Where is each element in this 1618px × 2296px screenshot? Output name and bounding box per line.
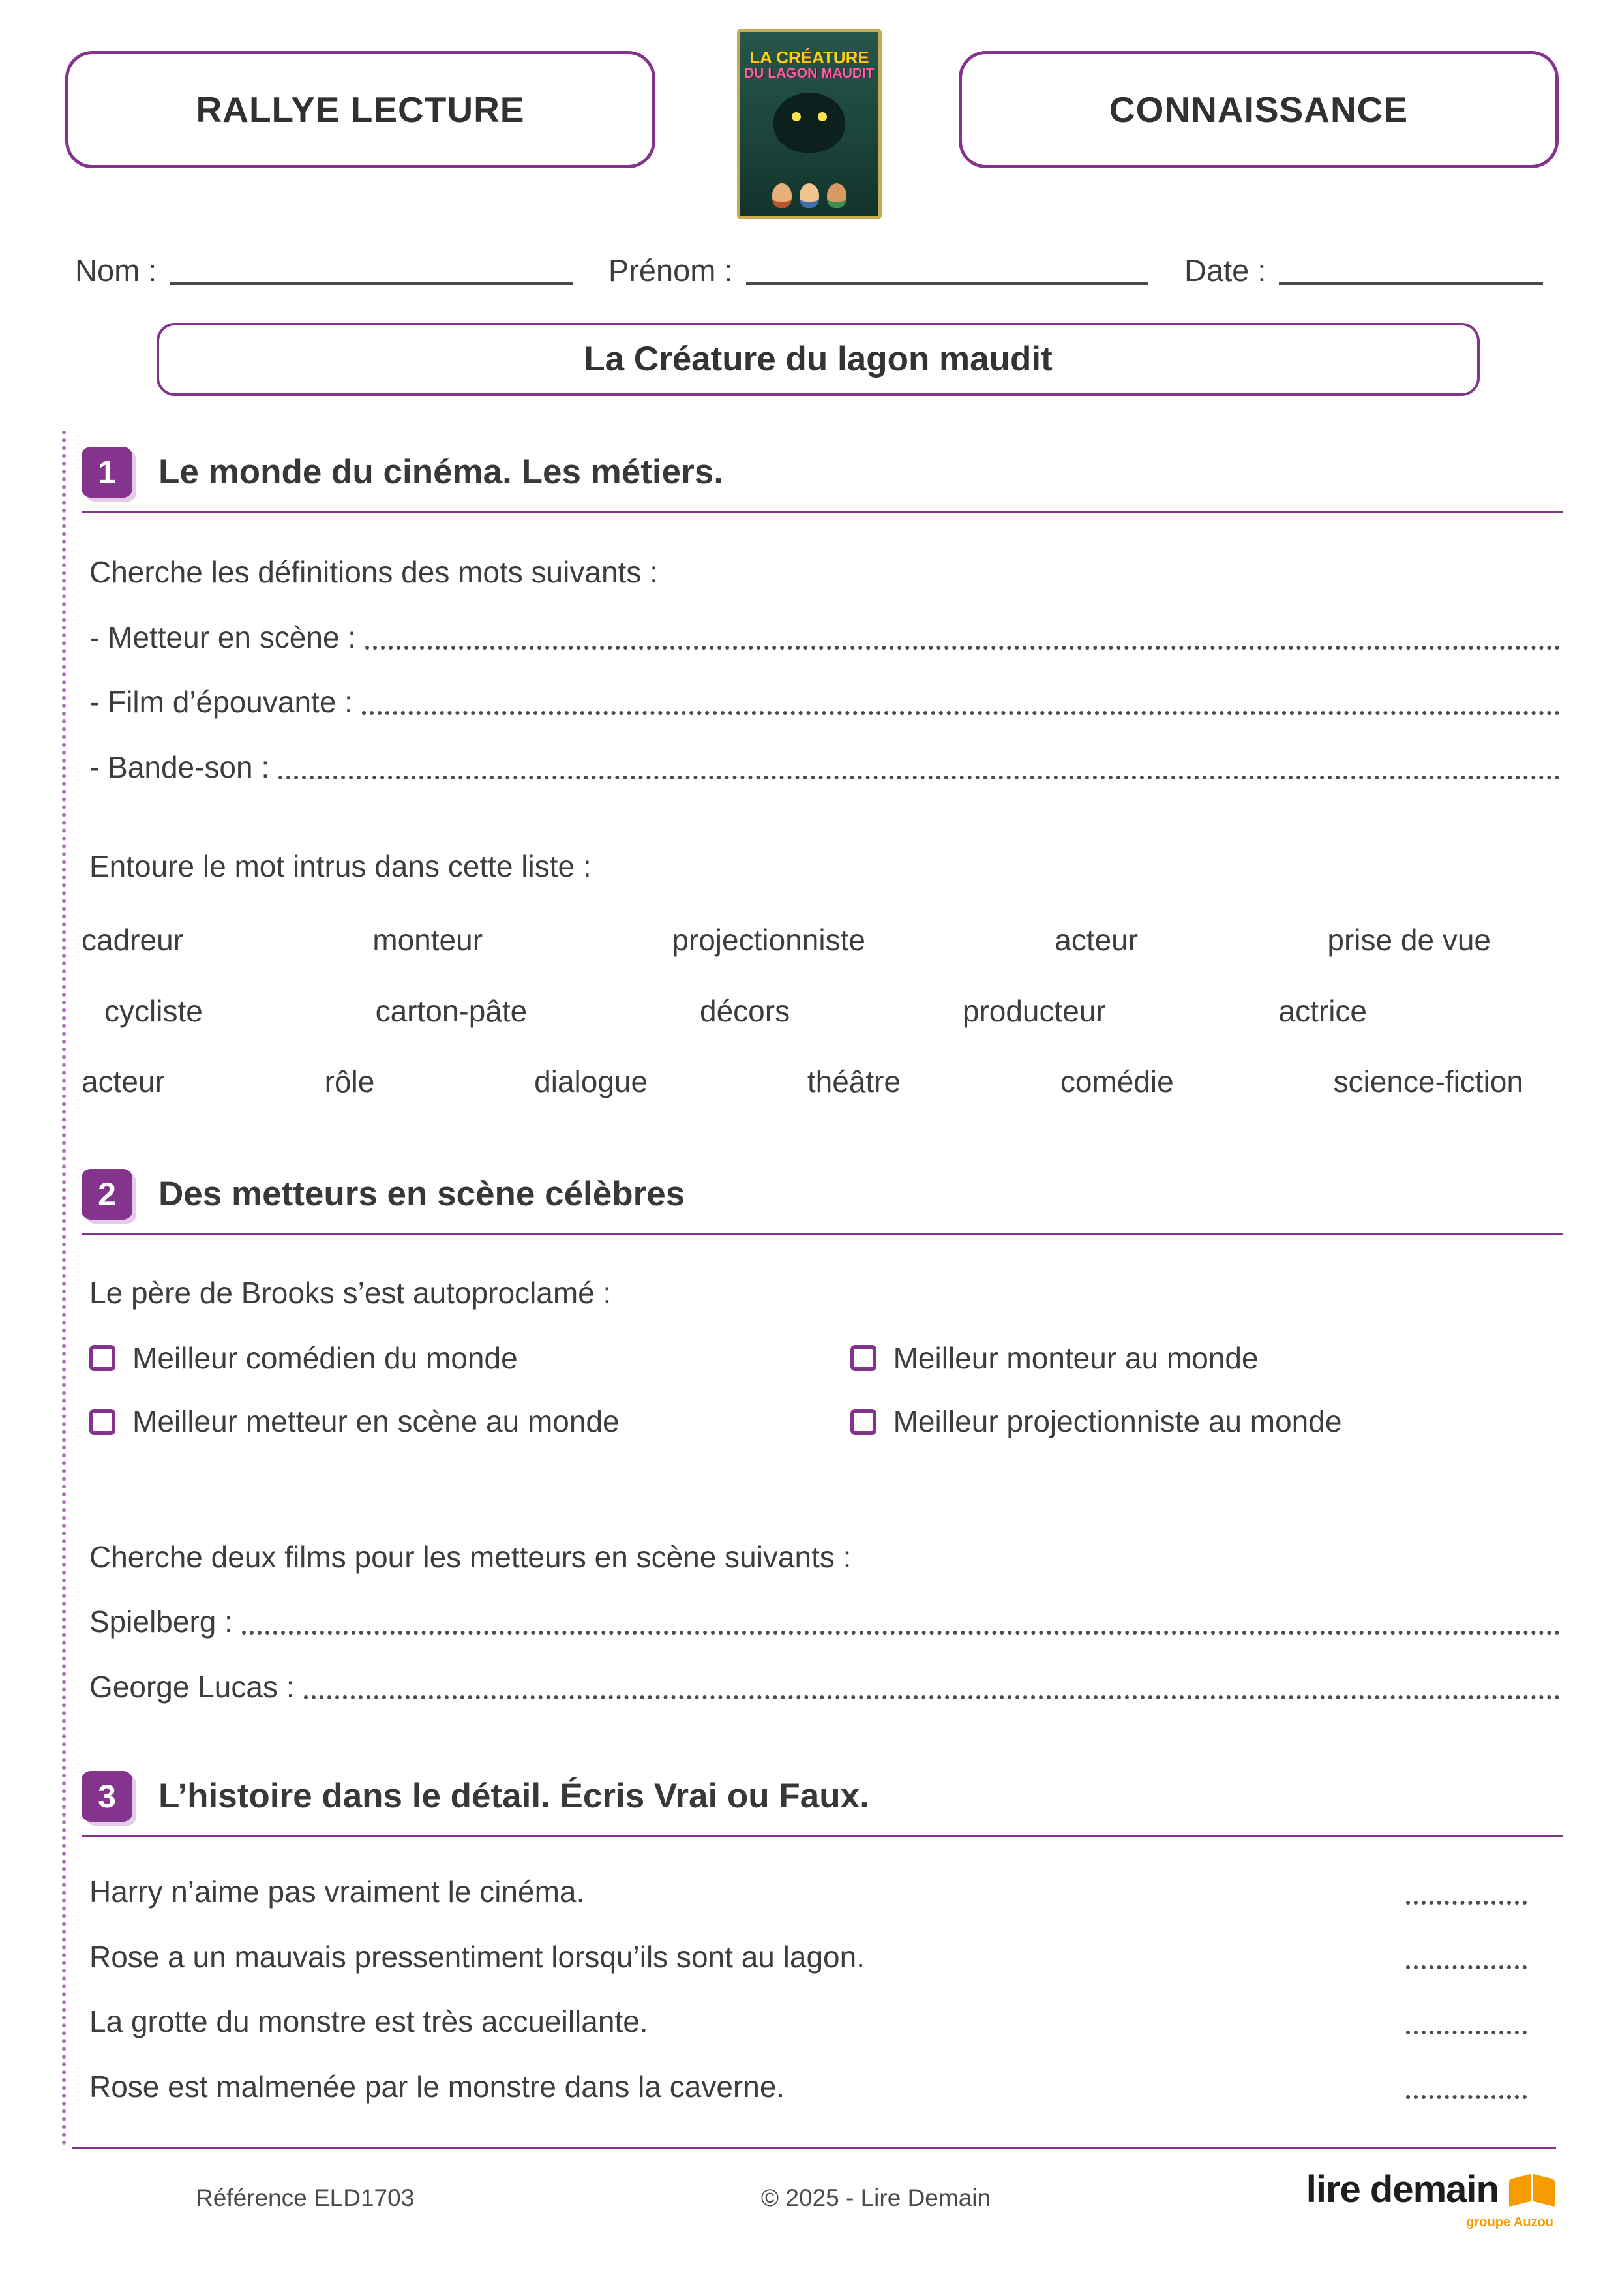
nom-write-line[interactable]: [170, 282, 572, 285]
logo-text: lire demain: [1306, 2168, 1499, 2211]
option-label: Meilleur projectionniste au monde: [893, 1404, 1342, 1438]
vrai-faux-answer-field[interactable]: [1406, 1965, 1527, 1969]
open-book-icon: [1508, 2173, 1556, 2207]
vrai-faux-row: [89, 1939, 1563, 1976]
option-meilleur-monteur[interactable]: [850, 1340, 1536, 1378]
director-answer-field[interactable]: [304, 1695, 1560, 1699]
checkbox-icon[interactable]: [850, 1409, 876, 1435]
statement-text: Rose est malmenée par le monstre dans la caverne.: [89, 2069, 785, 2104]
checkbox-options-grid: [89, 1340, 1536, 1441]
date-write-line[interactable]: [1279, 282, 1543, 285]
director-label: Spielberg :: [89, 1605, 233, 1639]
vrai-faux-answer-field[interactable]: [1406, 2031, 1527, 2034]
section-3-number-badge: 3: [82, 1771, 132, 1822]
word-item[interactable]: acteur: [82, 1064, 165, 1098]
option-label: Meilleur monteur au monde: [893, 1340, 1259, 1375]
word-item[interactable]: monteur: [372, 922, 483, 957]
section-2-number-badge: 2: [82, 1169, 132, 1220]
director-label: George Lucas :: [89, 1669, 295, 1704]
footer: [72, 2147, 1556, 2231]
vrai-faux-answer-field[interactable]: [1406, 1901, 1527, 1905]
word-item[interactable]: acteur: [1055, 922, 1139, 957]
word-item[interactable]: dialogue: [534, 1064, 648, 1098]
word-list-row-3: [82, 1063, 1563, 1101]
nom-label: Nom :: [75, 253, 157, 288]
director-line-spielberg: [89, 1603, 1563, 1641]
book-cover-image: [737, 29, 882, 219]
statement-text: Harry n’aime pas vraiment le cinéma.: [89, 1875, 585, 1909]
copyright-text: © 2025 - Lire Demain: [760, 2184, 991, 2212]
connaissance-label: CONNAISSANCE: [1109, 89, 1409, 130]
checkbox-icon[interactable]: [89, 1409, 115, 1435]
word-item[interactable]: projectionniste: [672, 922, 865, 957]
director-answer-field[interactable]: [242, 1631, 1560, 1635]
date-label: Date :: [1184, 253, 1266, 288]
definition-answer-field[interactable]: [365, 646, 1560, 650]
word-item[interactable]: actrice: [1278, 994, 1367, 1028]
book-title: La Créature du lagon maudit: [584, 339, 1053, 378]
autoproclame-instruction: Le père de Brooks s’est autoproclamé :: [89, 1276, 612, 1310]
word-item[interactable]: producteur: [962, 994, 1106, 1028]
section-2-title: Des metteurs en scène célèbres: [158, 1174, 685, 1213]
definition-line-bande-son: [89, 749, 1563, 787]
definition-label: - Bande-son :: [89, 749, 270, 784]
word-item[interactable]: rôle: [324, 1064, 375, 1098]
director-line-george-lucas: [89, 1669, 1563, 1706]
header-box-connaissance: [959, 51, 1559, 168]
prenom-label: Prénom :: [608, 253, 733, 288]
rallye-lecture-label: RALLYE LECTURE: [196, 89, 525, 130]
definition-answer-field[interactable]: [278, 776, 1560, 779]
cover-characters-art: [772, 183, 846, 208]
checkbox-icon[interactable]: [850, 1345, 876, 1371]
section-3-header: [82, 1771, 1563, 1837]
cover-title-line1: LA CRÉATURE: [749, 48, 869, 67]
section-1-number-badge: 1: [82, 447, 132, 498]
definition-label: - Metteur en scène :: [89, 620, 357, 654]
option-meilleur-projectionniste[interactable]: [850, 1403, 1536, 1441]
word-item[interactable]: décors: [700, 994, 790, 1028]
option-meilleur-metteur-en-scene[interactable]: [89, 1403, 831, 1441]
definition-answer-field[interactable]: [362, 711, 1560, 715]
word-list-row-2: [82, 993, 1563, 1031]
book-title-box: [157, 323, 1480, 396]
films-instruction: Cherche deux films pour les metteurs en scène suivants :: [89, 1539, 852, 1574]
section-3-title: L’histoire dans le détail. Écris Vrai ou Faux.: [158, 1776, 869, 1815]
cover-title-line2: DU LAGON MAUDIT: [744, 66, 875, 82]
definitions-instruction: Cherche les définitions des mots suivants :: [89, 555, 658, 589]
option-meilleur-comedien[interactable]: [89, 1340, 831, 1378]
reference-text: Référence ELD1703: [196, 2184, 415, 2212]
vrai-faux-row: [89, 2003, 1563, 2041]
section-1-title: Le monde du cinéma. Les métiers.: [158, 452, 723, 491]
definition-line-epouvante: [89, 684, 1563, 721]
section-2-header: [82, 1169, 1563, 1235]
vrai-faux-row: [89, 2068, 1563, 2106]
word-item[interactable]: science-fiction: [1333, 1064, 1523, 1098]
logo-subtext: groupe Auzou: [1466, 2215, 1553, 2229]
word-item[interactable]: carton-pâte: [375, 994, 528, 1028]
prenom-write-line[interactable]: [746, 282, 1148, 285]
header-box-rallye-lecture: [65, 51, 655, 168]
definition-label: - Film d’épouvante :: [89, 685, 353, 719]
definition-line-metteur: [89, 619, 1563, 657]
statement-text: Rose a un mauvais pressentiment lorsqu’ils sont au lagon.: [89, 1939, 865, 1974]
option-label: Meilleur metteur en scène au monde: [132, 1404, 620, 1438]
word-item[interactable]: cadreur: [82, 922, 183, 957]
section-1-header: [82, 447, 1563, 513]
word-list-row-1: [82, 922, 1563, 959]
vrai-faux-answer-field[interactable]: [1406, 2095, 1527, 2099]
word-item[interactable]: prise de vue: [1327, 922, 1491, 957]
statement-text: La grotte du monstre est très accueillante.: [89, 2004, 648, 2038]
word-item[interactable]: théâtre: [807, 1064, 901, 1098]
word-item[interactable]: cycliste: [104, 994, 203, 1028]
cover-creature-art: [773, 93, 845, 153]
vrai-faux-row: [89, 1873, 1563, 1911]
lire-demain-logo: [1306, 2166, 1556, 2231]
option-label: Meilleur comédien du monde: [132, 1340, 518, 1375]
word-item[interactable]: comédie: [1060, 1064, 1174, 1098]
checkbox-icon[interactable]: [89, 1345, 115, 1371]
worksheet-content: [62, 430, 1563, 2146]
identity-row: [75, 252, 1543, 290]
intrus-instruction: Entoure le mot intrus dans cette liste :: [89, 849, 592, 883]
